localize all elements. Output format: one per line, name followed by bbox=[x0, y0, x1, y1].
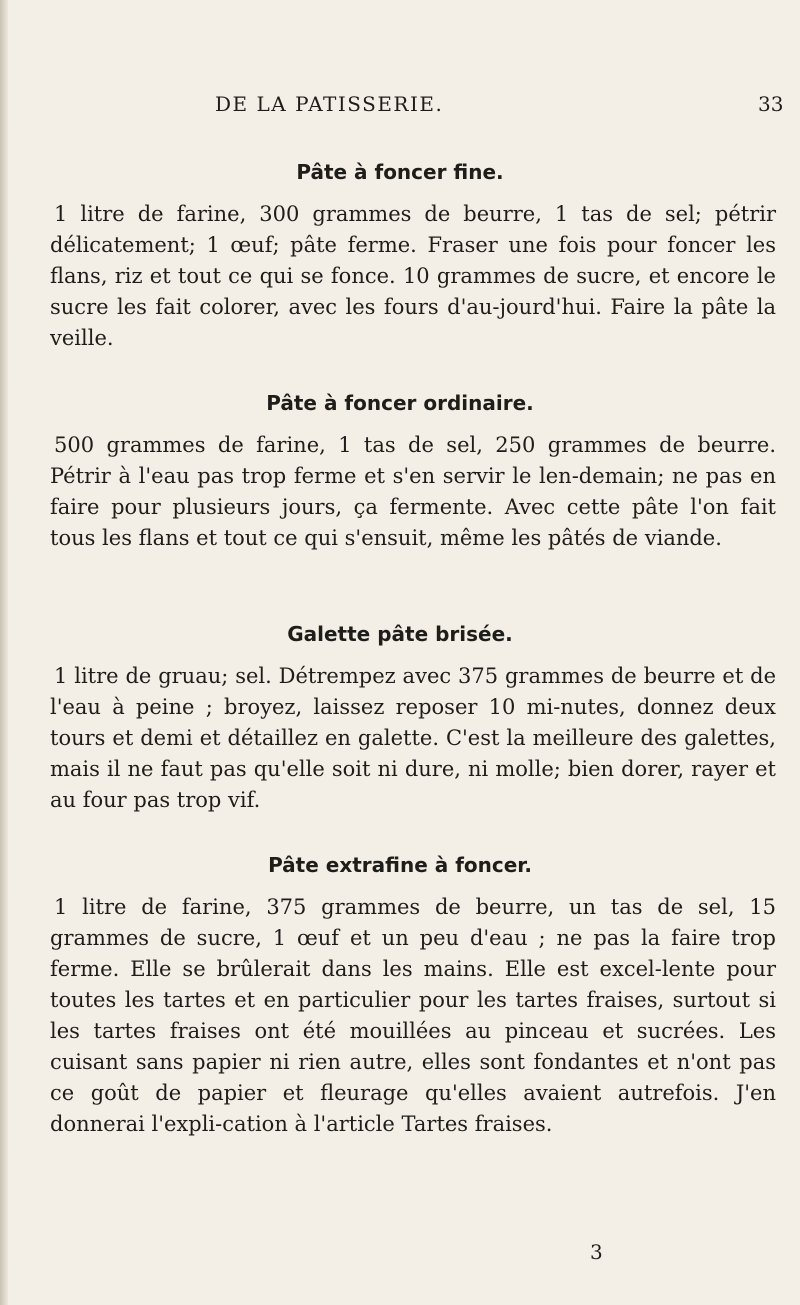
section-text-galette-pate-brisee: 1 litre de gruau; sel. Détrempez avec 375 grammes de beurre et de l'eau à peine ; broyez, laissez reposer 10 mi-nutes, donnez deux tours et demi et détaillez en galette. C'est la meilleure des galettes, mais il ne faut pas qu'elle soit ni dure, ni molle; bien dorer, rayer et au four pas trop vif. bbox=[50, 664, 776, 812]
section-title-galette-pate-brisee: Galette pâte brisée. bbox=[287, 622, 513, 646]
page-number: 33 bbox=[758, 92, 784, 116]
signature-mark: 3 bbox=[590, 1240, 603, 1264]
section-text-pate-a-foncer-ordinaire: 500 grammes de farine, 1 tas de sel, 250 grammes de beurre. Pétrir à l'eau pas trop ferme et s'en servir le len-demain; ne pas en faire pour plusieurs jours, ça fermente. Avec cette pâte l'on fait tous les flans et tout ce qui s'ensuit, même les pâtés de viande. bbox=[50, 433, 776, 550]
running-head bbox=[0, 92, 800, 122]
section-text-pate-a-foncer-fine: 1 litre de farine, 300 grammes de beurre, 1 tas de sel; pétrir délicatement; 1 œuf; pâte ferme. Fraser une fois pour foncer les flans, riz et tout ce qui se fonce. 10 grammes de sucre, et encore le sucre les fait colorer, avec les fours d'au-jourd'hui. Faire la pâte la veille. bbox=[50, 202, 776, 350]
section-title-pate-a-foncer-ordinaire: Pâte à foncer ordinaire. bbox=[266, 391, 534, 415]
section-text-pate-extrafine-a-foncer: 1 litre de farine, 375 grammes de beurre, un tas de sel, 15 grammes de sucre, 1 œuf et un peu d'eau ; ne pas la faire trop ferme. Elle se brûlerait dans les mains. Elle est excel-lente pour toutes les tartes et en particulier pour les tartes fraises, surtout si les tartes fraises ont été mouillées au pinceau et sucrées. Les cuisant sans papier ni rien autre, elles sont fondantes et n'ont pas ce goût de papier et fleurage qu'elles avaient autrefois. J'en donnerai l'expli-cation à l'article Tartes fraises. bbox=[50, 895, 776, 1136]
page-edge-shadow bbox=[0, 0, 8, 1305]
running-head-title: DE LA PATISSERIE. bbox=[215, 92, 444, 116]
section-title-pate-a-foncer-fine: Pâte à foncer fine. bbox=[296, 160, 504, 184]
section-title-pate-extrafine-a-foncer: Pâte extrafine à foncer. bbox=[268, 853, 532, 877]
